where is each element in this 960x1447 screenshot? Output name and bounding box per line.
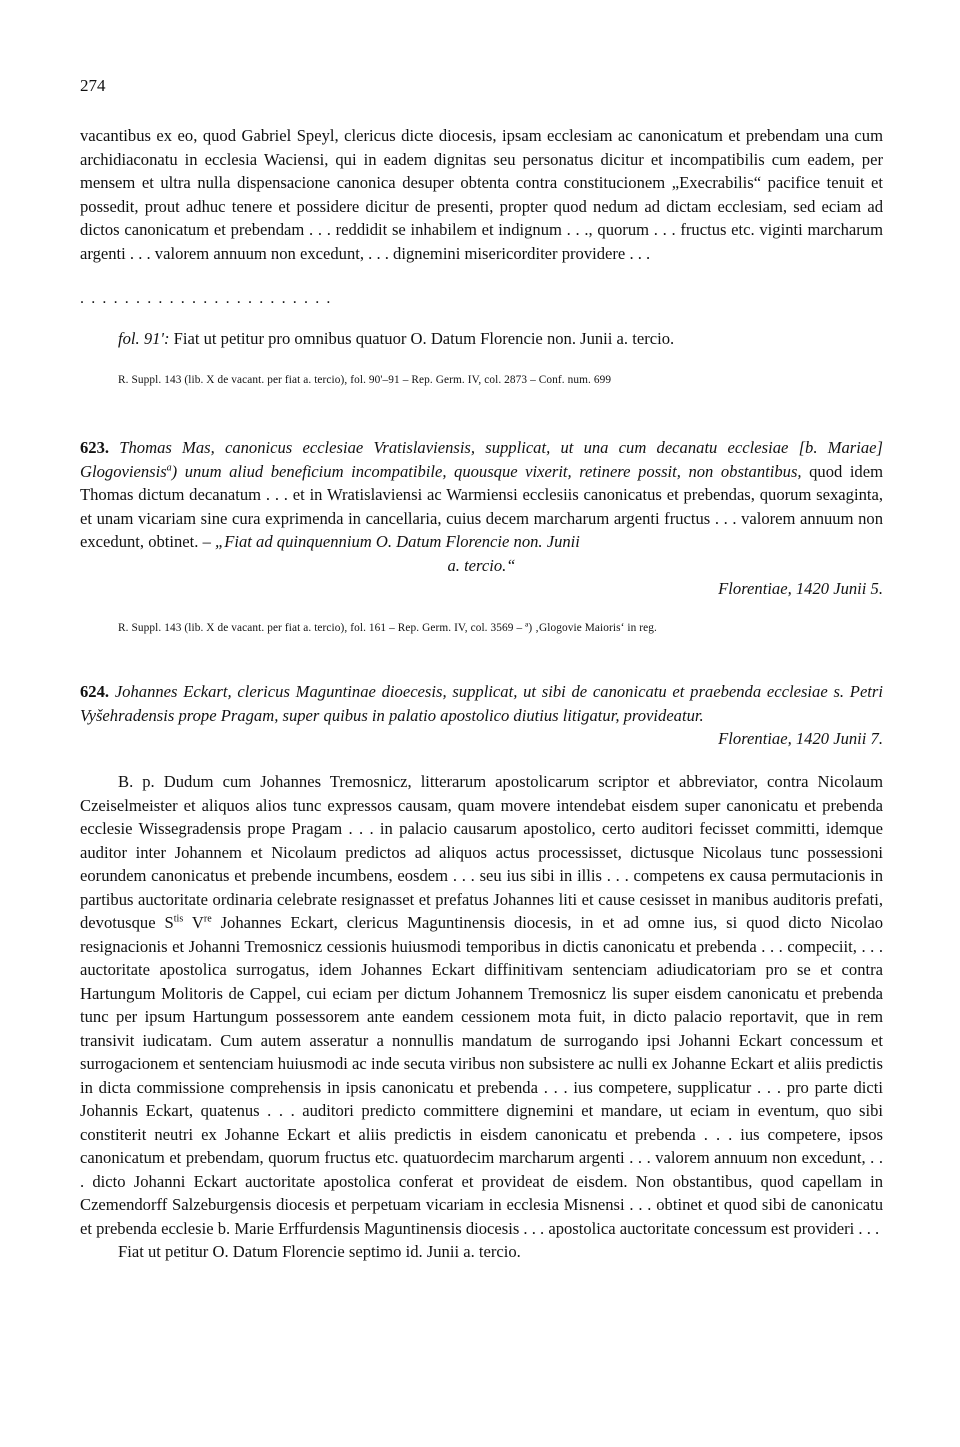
entry-623 (80, 436, 883, 601)
entry-624-body (80, 770, 883, 1264)
entry-number: 623. (80, 438, 110, 457)
entry-summary: Johannes Eckart, clericus Maguntinae dioecesis, supplicat, ut sibi de canonicatu et praebenda ecclesiae s. Petri Vyšehradensis prope Pragam, super quibus in palatio apostolico diutius litigatur, provideatur. (80, 682, 883, 725)
entry-624-heading (80, 680, 883, 727)
reference-note-623: R. Suppl. 143 (lib. X de vacant. per fiat a. tercio), fol. 161 – Rep. Germ. IV, col. 3569 – ª) ‚Glogovie Maioris‘ in reg. (118, 622, 657, 634)
entry-summary: Thomas Mas, canonicus ecclesiae Vratislaviensis, supplicat, ut una cum decanatu ecclesiae [b. Mariae] Glogoviensis (80, 438, 883, 481)
folio-text: Fiat ut petitur pro omnibus quatuor O. Datum Florencie non. Junii a. tercio. (173, 329, 675, 348)
entry-quote: „Fiat ad quinquennium O. Datum Florencie non. Junii (215, 532, 580, 551)
entry-body (80, 770, 883, 1240)
body-part-a: B. p. Dudum cum Johannes Tremosnicz, litterarum apostolicarum scriptor et abbreviator, contra Nicolaum Czeiselmeister et aliquos alios tunc expressos causam, quam movere intendebat eisdem super canonicatu et prebenda ecclesie Wissegradensis prope Pragam . . . in palacio causarum apostolico, certo auditori fecisset committi, idemque auditor inter Johannem et Nicolaum predictos ad aliquos actus processisset, dictusque Nicolaus tunc possessioni eorundem canonicatus et prebende incumbens, eosdem . . . seu ius sibi in illis . . . competens ex causa permutacionis in partibus auctoritate ordinaria celebrate resignasset et prefatus Johannes liti et cause cesisset in manibus auditoris prefati, devotusque S (80, 772, 883, 932)
folio-label: fol. 91': (118, 329, 170, 348)
omission-dots: . . . . . . . . . . . . . . . . . . . . . . . (80, 290, 332, 307)
entry-number: 624. (80, 682, 110, 701)
entry-624 (80, 680, 883, 751)
footnote-marker: a (166, 461, 172, 473)
body-part-c: Johannes Eckart, clericus Maguntinensis diocesis, in et ad omne ius, si quod dicto Nicolao resignacionis et Johanni Tremosnicz cessionis huiusmodi temporibus in dictis canonicatu et prebenda . . . compeciit, . . . auctoritate apostolica surrogatus, idem Johannes Eckart diffinitivam sentenciam adiudicatoriam pro se et contra Hartungum Molitoris de Cappel, cui eciam per dictum Johannem Tremosnicz lis super eisdem canonicatu et prebenda tunc per ipsum Hartungum possessorem ante eandem cessionem mota fuit, in dicto palacio reportavit, que in rem transivit iudicatam. Cum autem asseratur a nonnullis mandatum de surrogando ipsi Johanni Eckart concessum et surrogacionem et sentenciam huiusmodi ac inde secuta viribus non subsistere ac nulli ex Johanne Eckart et aliis predictis in dicta commissione comprehensis in ipsis canonicatu et prebenda . . . ius competere, supplicatur . . . pro parte dicti Johannis Eckart, quatenus . . . auditori predicto committere dignemini et mandare, ut eciam in eventum, quo sibi constiterit neutri ex Johanne Eckart et aliis predictis in eisdem canonicatu et prebenda . . . ius competere, ipsos canonicatum et prebendam, quorum fructus etc. quatuordecim marcharum argenti . . . valorem annuum non excedunt, . . . dicto Johanni Eckart auctoritate apostolica conferat et provideat de eisdem. Non obstantibus, quod capellam in Czemendorff Salzeburgensis diocesis et perpetuam vicariam in ecclesia Misnensi . . . obtinet et quod sibi de canonicatu et prebenda ecclesie b. Marie Erffurdensis Maguntinensis diocesis . . . apostolica auctoritate concessum est provideri . . . (80, 913, 883, 1238)
entry-623-text (80, 436, 883, 554)
folio-line (118, 327, 674, 350)
entry-body: quod idem Thomas dictum decanatum . . . et in Wratislaviensi ac Warmiensi ecclesiis canonicatus et prebendas, quorum sexaginta, et unam vicariam sine cura exprimenda in cancellaria, cuius decem marcharum argenti fructus . . . valorem annuum non excedunt, obtinet. – (80, 461, 883, 551)
entry-date: Florentiae, 1420 Junii 5. (718, 579, 883, 598)
sup-abbrev: re (203, 913, 212, 925)
sup-abbrev: tis (173, 913, 184, 925)
entry-quote-end: a. tercio.“ (447, 555, 516, 575)
entry-summary-cont: ) unum aliud beneficium incompatibile, quousque vixerit, retinere possit, non obstantibus, (171, 461, 802, 481)
body-part-b: V (183, 913, 204, 932)
continuation-paragraph (80, 124, 883, 265)
continuation-text: vacantibus ex eo, quod Gabriel Speyl, clericus dicte diocesis, ipsam ecclesiam ac canonicatum et prebendam una cum archidiaconatu in ecclesia Waciensi, qui in eadem dignitas seu personatus dicitur et incompatibilis cum eadem, per mensem et ultra nulla dispensacione canonica desuper obtenta contra constitucionem „Execrabilis“ pacifice tenuit et possedit, prout adhuc tenere et possidere dicitur de presenti, propter quod nedum ad dictam ecclesiam, sed eciam ad dictos canonicatum et prebendam . . . reddidit se inhabilem et indignum . . ., quorum . . . fructus etc. viginti marcharum argenti . . . valorem annuum non excedunt, . . . dignemini misericorditer providere . . . (80, 126, 883, 263)
entry-date: Florentiae, 1420 Junii 7. (718, 729, 883, 748)
reference-note-622: R. Suppl. 143 (lib. X de vacant. per fiat a. tercio), fol. 90'–91 – Rep. Germ. IV, col. 2873 – Conf. num. 699 (118, 374, 612, 386)
entry-closing: Fiat ut petitur O. Datum Florencie septimo id. Junii a. tercio. (118, 1242, 521, 1261)
page-number: 274 (80, 76, 106, 95)
